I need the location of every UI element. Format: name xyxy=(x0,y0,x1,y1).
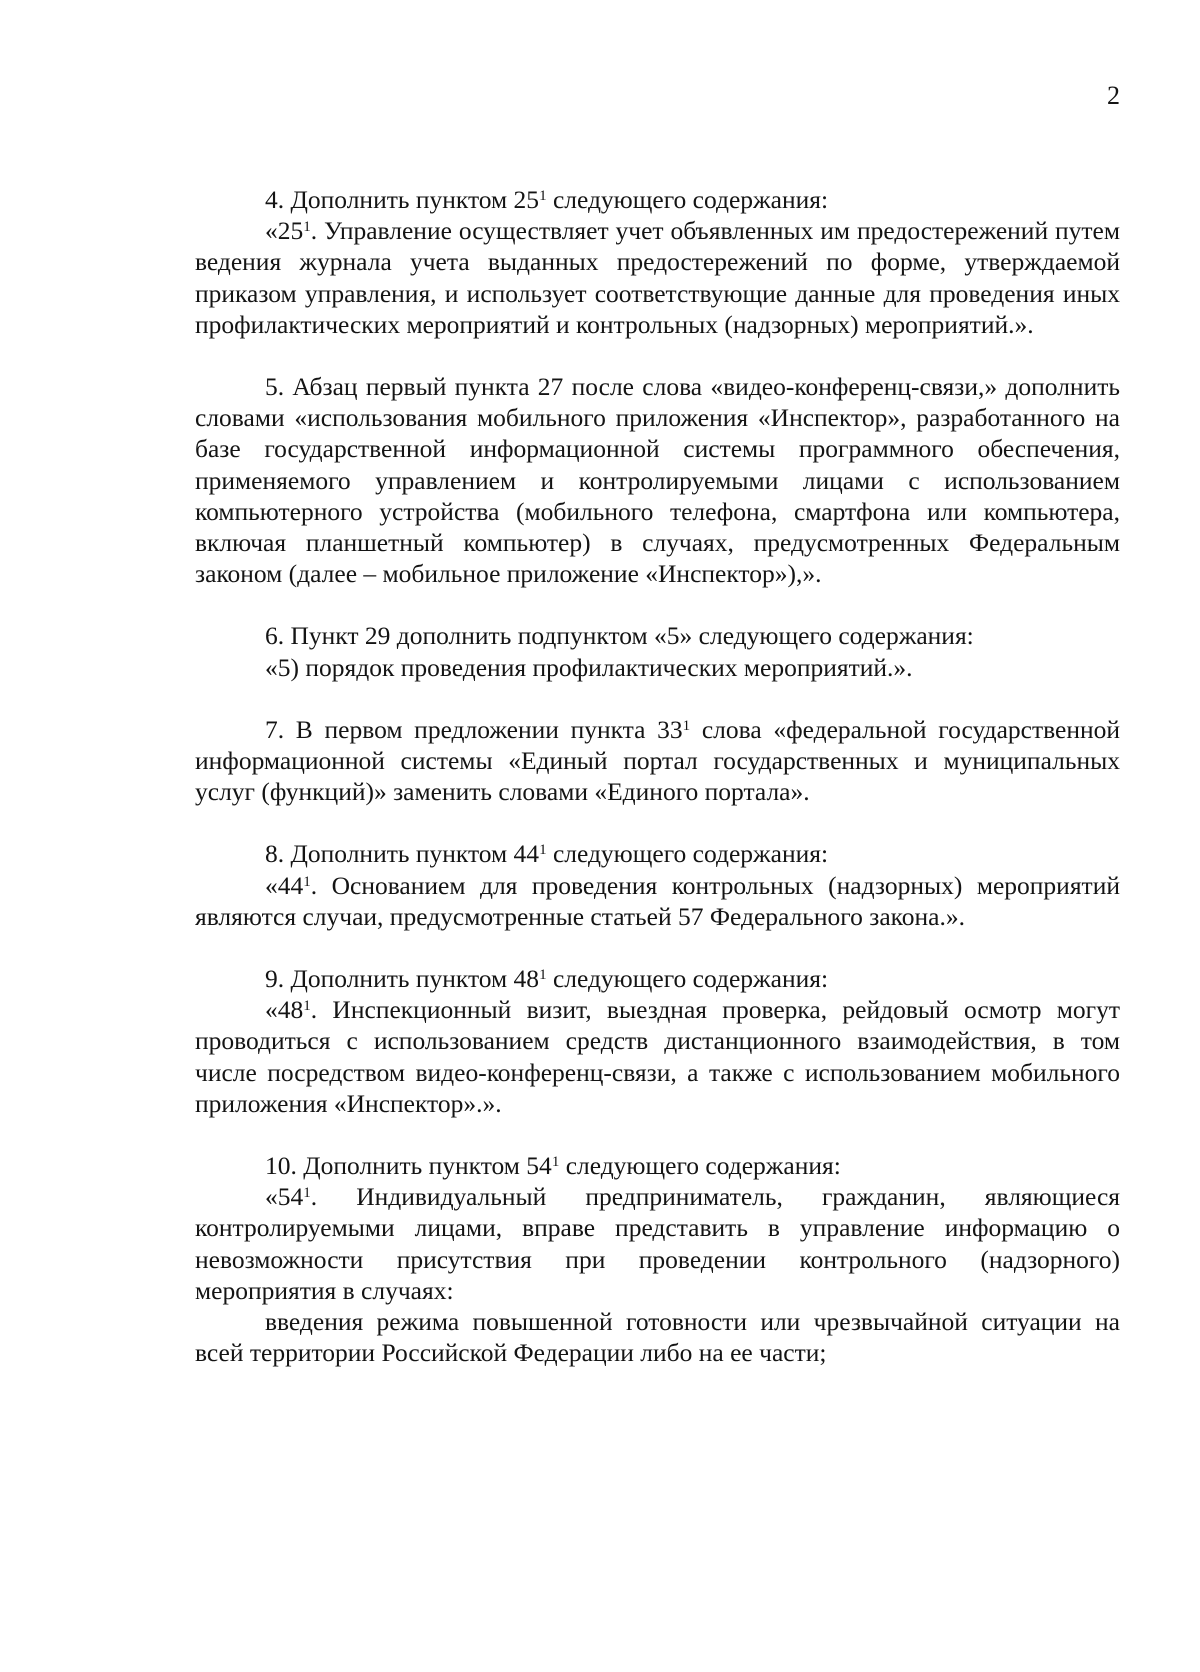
document-body xyxy=(195,184,1120,1369)
item-heading: 10. Дополнить пунктом $54^1$ следующего содержания: xyxy=(265,1151,841,1181)
amendment-item-5 xyxy=(195,371,1120,589)
amendment-item-10 xyxy=(195,1150,1120,1368)
item-body: «$54^1$. Индивидуальный предприниматель, гражданин, являющиеся контролируемыми лицами, вправе представить в управление информацию о невозможности присутствия при проведении контрольного (надзорного) мероприятия в случаях: xyxy=(195,1182,1120,1305)
amendment-item-8 xyxy=(195,838,1120,932)
item-body: «5) порядок проведения профилактических мероприятий.». xyxy=(265,652,913,682)
amendment-item-6 xyxy=(195,620,1120,682)
item-heading: 6. Пункт 29 дополнить подпунктом «5» следующего содержания: xyxy=(265,621,974,651)
item-heading: 9. Дополнить пунктом $48^1$ следующего содержания: xyxy=(265,964,829,994)
item-body: «$25^1$. Управление осуществляет учет объявленных им предостережений путем ведения журнала учета выданных предостережений по форме, утверждаемой приказом управления, и использует соответствующие данные для проведения иных профилактических мероприятий и контрольных (надзорных) мероприятий.». xyxy=(195,216,1120,339)
item-body-continuation: введения режима повышенной готовности или чрезвычайной ситуации на всей территории Российской Федерации либо на ее части; xyxy=(195,1307,1120,1368)
item-heading: 4. Дополнить пунктом $25^1$ следующего содержания: xyxy=(265,185,829,214)
item-body: «$48^1$. Инспекционный визит, выездная проверка, рейдовый осмотр могут проводиться с использованием средств дистанционного взаимодействия, в том числе посредством видео-конференц-связи, а также с использованием мобильного приложения «Инспектор».». xyxy=(195,995,1120,1118)
amendment-item-9 xyxy=(195,963,1120,1119)
amendment-item-7 xyxy=(195,714,1120,808)
amendment-item-4 xyxy=(195,184,1120,340)
item-text: 7. В первом предложении пункта $33^1$ слова «федеральной государственной информационной системы «Единый портал государственных и муниципальных услуг (функций)» заменить словами «Единого портала». xyxy=(195,714,1121,807)
item-heading: 8. Дополнить пунктом $44^1$ следующего содержания: xyxy=(265,839,829,869)
item-text: 5. Абзац первый пункта 27 после слова «видео-конференц-связи,» дополнить словами «использования мобильного приложения «Инспектор», разработанного на базе государственной информационной системы программного обеспечения, применяемого управлением и контролируемыми лицами с использованием компьютерного устройства (мобильного телефона, смартфона или компьютера, включая планшетный компьютер) в случаях, предусмотренных Федеральным законом (далее – мобильное приложение «Инспектор»),». xyxy=(195,372,1120,589)
page-number: 2 xyxy=(1107,81,1120,110)
item-body: «$44^1$. Основанием для проведения контрольных (надзорных) мероприятий являются случаи, предусмотренные статьей 57 Федерального закона.». xyxy=(195,870,1120,931)
